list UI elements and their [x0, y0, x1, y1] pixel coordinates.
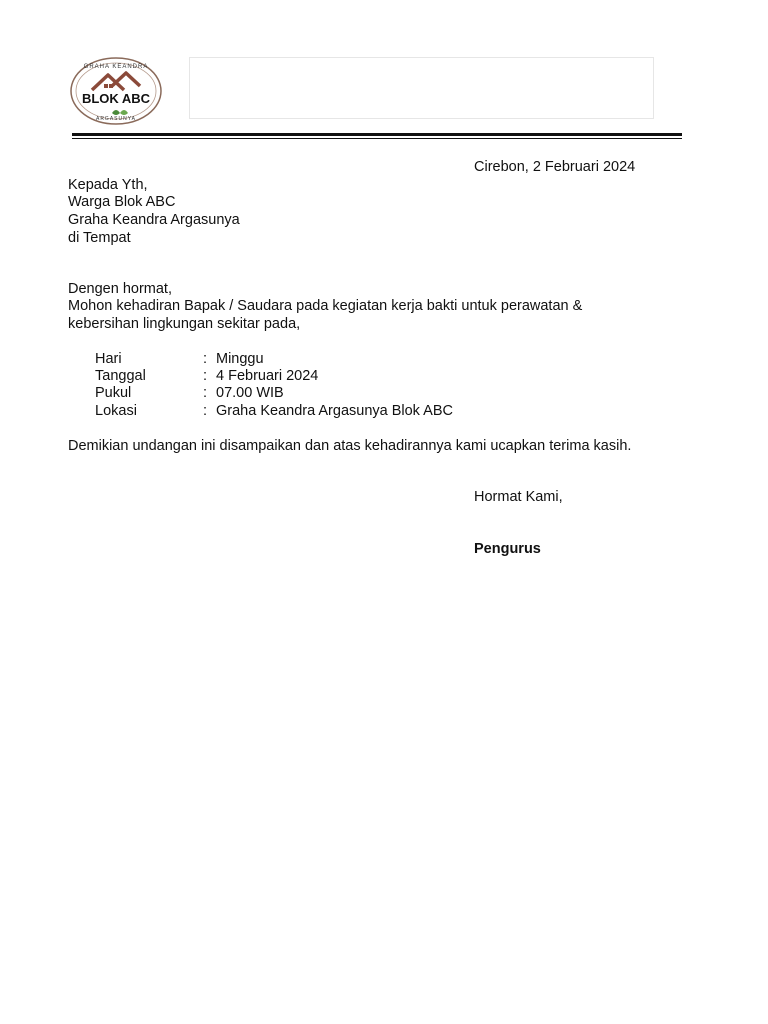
detail-value: 07.00 WIB: [216, 385, 284, 401]
detail-label: Tanggal: [95, 368, 146, 384]
detail-row-location: [95, 402, 595, 420]
closing-text: Demikian undangan ini disampaikan dan atas kehadirannya kami ucapkan terima kasih.: [68, 438, 632, 454]
logo-emblem: [68, 56, 164, 126]
detail-value: Graha Keandra Argasunya Blok ABC: [216, 403, 453, 419]
letterhead-divider-thin: [72, 138, 682, 139]
body-text: kebersihan lingkungan sekitar pada,: [68, 316, 301, 332]
detail-label: Lokasi: [95, 403, 137, 419]
logo-bottom-text: ARGASUNYA: [95, 116, 137, 122]
sign-off: Hormat Kami,: [474, 489, 563, 505]
logo-main-text: BLOK ABC: [81, 91, 151, 106]
recipient-line: Graha Keandra Argasunya: [68, 212, 240, 228]
detail-colon: :: [203, 368, 208, 384]
detail-colon: :: [203, 403, 208, 419]
body-text: Mohon kehadiran Bapak / Saudara pada kegiatan kerja bakti untuk perawatan &: [68, 298, 583, 314]
recipient-line: Kepada Yth,: [68, 177, 148, 193]
letterhead-text-box: [189, 57, 654, 119]
detail-label: Pukul: [95, 385, 132, 401]
recipient-line: Warga Blok ABC: [68, 194, 176, 210]
detail-colon: :: [203, 385, 208, 401]
logo: [68, 56, 164, 126]
signatory: Pengurus: [474, 541, 541, 557]
detail-row-day: [95, 350, 595, 368]
recipient-line: di Tempat: [68, 230, 131, 246]
letterhead-divider-thick: [72, 133, 682, 136]
detail-colon: :: [203, 351, 208, 367]
detail-value: Minggu: [216, 351, 264, 367]
salutation: Dengen hormat,: [68, 281, 172, 297]
detail-label: Hari: [95, 351, 122, 367]
logo-top-text: GRAHA KEANDRA: [83, 64, 149, 70]
place-date: Cirebon, 2 Februari 2024: [474, 159, 636, 175]
detail-row-date: [95, 367, 595, 385]
detail-value: 4 Februari 2024: [216, 368, 319, 384]
detail-row-time: [95, 384, 595, 402]
